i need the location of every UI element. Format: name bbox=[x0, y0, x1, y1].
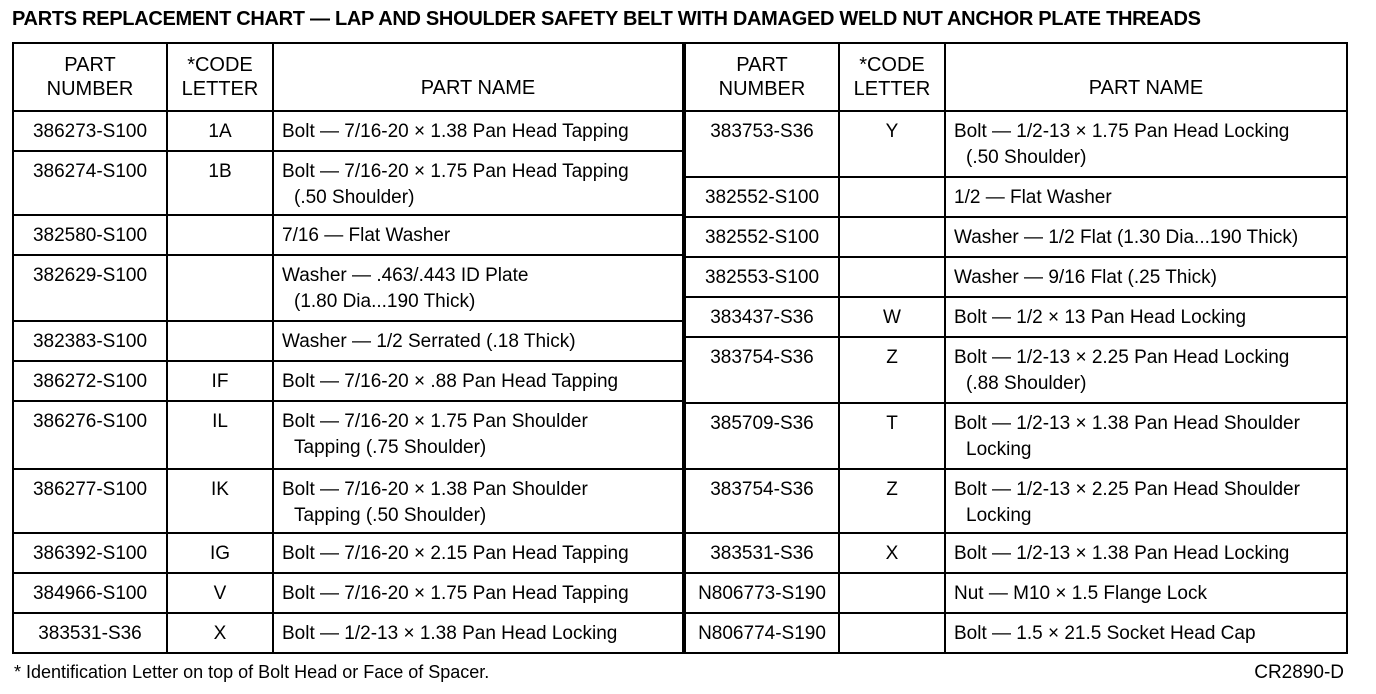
part-number-cell: 386392-S100 bbox=[13, 533, 167, 573]
header-code-letter bbox=[167, 43, 273, 111]
part-name-cell bbox=[273, 151, 683, 215]
part-name-cell bbox=[945, 573, 1347, 613]
part-name-cell bbox=[945, 297, 1347, 337]
header-part-number bbox=[13, 43, 167, 111]
table-row bbox=[685, 111, 1347, 177]
part-name-line: 1/2 — Flat Washer bbox=[954, 187, 1112, 208]
part-name-cell bbox=[945, 613, 1347, 653]
header-code-letter-line2: LETTER bbox=[181, 78, 259, 100]
part-name-line: Bolt — 7/16-20 × 1.38 Pan Shoulder bbox=[282, 479, 588, 500]
table-row bbox=[685, 613, 1347, 653]
header-code-letter-line1: *CODE bbox=[859, 54, 925, 76]
table-row bbox=[685, 337, 1347, 403]
table-row bbox=[13, 533, 683, 573]
table-row bbox=[13, 215, 683, 255]
table-row bbox=[13, 361, 683, 401]
part-name-line: Bolt — 7/16-20 × 1.75 Pan Head Tapping bbox=[282, 583, 629, 604]
part-name-cell bbox=[273, 533, 683, 573]
header-part-name bbox=[273, 43, 683, 111]
table-row bbox=[685, 217, 1347, 257]
part-number-cell: 382553-S100 bbox=[685, 257, 839, 297]
code-letter-cell: IL bbox=[167, 401, 273, 469]
part-number-cell: 386276-S100 bbox=[13, 401, 167, 469]
part-name-line: (1.80 Dia...190 Thick) bbox=[294, 291, 476, 312]
code-letter-cell bbox=[839, 257, 945, 297]
part-name-line: Bolt — 1/2-13 × 1.38 Pan Head Locking bbox=[954, 543, 1290, 564]
code-letter-cell: IK bbox=[167, 469, 273, 533]
code-letter-cell: X bbox=[167, 613, 273, 653]
part-number-cell: 382580-S100 bbox=[13, 215, 167, 255]
part-name-line: (.50 Shoulder) bbox=[966, 147, 1087, 168]
part-name-line: Washer — .463/.443 ID Plate bbox=[282, 265, 529, 286]
table-row bbox=[685, 297, 1347, 337]
code-letter-cell bbox=[839, 573, 945, 613]
table-row bbox=[13, 573, 683, 613]
code-letter-cell: X bbox=[839, 533, 945, 573]
part-name-cell bbox=[945, 403, 1347, 469]
code-letter-cell: T bbox=[839, 403, 945, 469]
part-name-line: Locking bbox=[966, 439, 1032, 460]
part-name-line: Washer — 1/2 Serrated (.18 Thick) bbox=[282, 331, 576, 352]
code-letter-cell: Z bbox=[839, 469, 945, 533]
part-name-cell bbox=[945, 111, 1347, 177]
table-row bbox=[685, 403, 1347, 469]
part-number-cell: 386274-S100 bbox=[13, 151, 167, 215]
header-part-number-line2: NUMBER bbox=[46, 78, 134, 100]
part-number-cell: N806774-S190 bbox=[685, 613, 839, 653]
part-number-cell: 382552-S100 bbox=[685, 217, 839, 257]
header-part-name bbox=[945, 43, 1347, 111]
part-name-line: Bolt — 1.5 × 21.5 Socket Head Cap bbox=[954, 623, 1256, 644]
part-name-cell bbox=[945, 217, 1347, 257]
table-row bbox=[13, 151, 683, 215]
table-row bbox=[13, 469, 683, 533]
figure-id: CR2890-D bbox=[1254, 662, 1344, 683]
part-number-cell: 382383-S100 bbox=[13, 321, 167, 361]
part-number-cell: 386273-S100 bbox=[13, 111, 167, 151]
part-name-cell bbox=[273, 255, 683, 321]
header-part-number-line1: PART bbox=[736, 54, 788, 76]
part-name-cell bbox=[273, 613, 683, 653]
part-name-line: Bolt — 7/16-20 × 1.75 Pan Head Tapping bbox=[282, 161, 629, 182]
part-name-cell bbox=[945, 469, 1347, 533]
table-row bbox=[685, 573, 1347, 613]
part-number-cell: 382552-S100 bbox=[685, 177, 839, 217]
footnote: * Identification Letter on top of Bolt Head or Face of Spacer. bbox=[14, 662, 490, 682]
chart-title: PARTS REPLACEMENT CHART — LAP AND SHOULDER SAFETY BELT WITH DAMAGED WELD NUT ANCHOR PLATE THREADS bbox=[12, 8, 1201, 30]
part-name-line: Tapping (.50 Shoulder) bbox=[294, 505, 487, 526]
part-name-line: Washer — 1/2 Flat (1.30 Dia...190 Thick) bbox=[954, 227, 1299, 248]
part-number-cell: 383753-S36 bbox=[685, 111, 839, 177]
part-name-cell bbox=[273, 321, 683, 361]
part-name-cell bbox=[273, 401, 683, 469]
part-name-line: Bolt — 1/2-13 × 1.38 Pan Head Shoulder bbox=[954, 413, 1300, 434]
code-letter-cell: Z bbox=[839, 337, 945, 403]
table-row bbox=[13, 321, 683, 361]
code-letter-cell bbox=[839, 217, 945, 257]
part-name-line: Tapping (.75 Shoulder) bbox=[294, 437, 487, 458]
part-name-line: Washer — 9/16 Flat (.25 Thick) bbox=[954, 267, 1217, 288]
part-number-cell: 382629-S100 bbox=[13, 255, 167, 321]
header-part-number-line2: NUMBER bbox=[718, 78, 806, 100]
part-number-cell: 385709-S36 bbox=[685, 403, 839, 469]
part-name-cell bbox=[273, 573, 683, 613]
part-name-line: 7/16 — Flat Washer bbox=[282, 225, 451, 246]
header-part-number-line1: PART bbox=[64, 54, 116, 76]
code-letter-cell: 1A bbox=[167, 111, 273, 151]
part-name-line: (.50 Shoulder) bbox=[294, 187, 415, 208]
code-letter-cell: IG bbox=[167, 533, 273, 573]
part-name-line: (.88 Shoulder) bbox=[966, 373, 1087, 394]
part-name-cell bbox=[945, 257, 1347, 297]
part-name-line: Nut — M10 × 1.5 Flange Lock bbox=[954, 583, 1207, 604]
table-row bbox=[685, 533, 1347, 573]
part-number-cell: 383754-S36 bbox=[685, 469, 839, 533]
part-name-line: Locking bbox=[966, 505, 1032, 526]
part-number-cell: N806773-S190 bbox=[685, 573, 839, 613]
table-row bbox=[685, 469, 1347, 533]
part-name-line: Bolt — 1/2 × 13 Pan Head Locking bbox=[954, 307, 1247, 328]
part-name-line: Bolt — 7/16-20 × 2.15 Pan Head Tapping bbox=[282, 543, 629, 564]
table-row bbox=[685, 257, 1347, 297]
part-name-line: Bolt — 1/2-13 × 2.25 Pan Head Locking bbox=[954, 347, 1290, 368]
part-name-cell bbox=[273, 469, 683, 533]
part-number-cell: 384966-S100 bbox=[13, 573, 167, 613]
part-name-cell bbox=[945, 177, 1347, 217]
part-name-line: Bolt — 1/2-13 × 2.25 Pan Head Shoulder bbox=[954, 479, 1300, 500]
part-number-cell: 386277-S100 bbox=[13, 469, 167, 533]
header-part-name-text: PART NAME bbox=[1088, 77, 1204, 99]
code-letter-cell bbox=[167, 215, 273, 255]
header-code-letter bbox=[839, 43, 945, 111]
part-number-cell: 383437-S36 bbox=[685, 297, 839, 337]
right-parts-table bbox=[684, 42, 1348, 654]
code-letter-cell: IF bbox=[167, 361, 273, 401]
part-number-cell: 386272-S100 bbox=[13, 361, 167, 401]
part-name-cell bbox=[273, 361, 683, 401]
table-row bbox=[13, 255, 683, 321]
header-part-number bbox=[685, 43, 839, 111]
left-table-body bbox=[13, 111, 683, 653]
table-row bbox=[13, 613, 683, 653]
part-name-line: Bolt — 1/2-13 × 1.75 Pan Head Locking bbox=[954, 121, 1290, 142]
table-row bbox=[13, 401, 683, 469]
code-letter-cell: Y bbox=[839, 111, 945, 177]
left-parts-table bbox=[12, 42, 684, 654]
part-number-cell: 383531-S36 bbox=[685, 533, 839, 573]
part-name-cell bbox=[273, 111, 683, 151]
code-letter-cell: W bbox=[839, 297, 945, 337]
right-table-body bbox=[685, 111, 1347, 653]
table-row bbox=[13, 111, 683, 151]
part-name-line: Bolt — 7/16-20 × 1.38 Pan Head Tapping bbox=[282, 121, 629, 142]
part-name-cell bbox=[273, 215, 683, 255]
code-letter-cell bbox=[839, 613, 945, 653]
part-name-line: Bolt — 1/2-13 × 1.38 Pan Head Locking bbox=[282, 623, 618, 644]
table-row bbox=[685, 177, 1347, 217]
part-number-cell: 383531-S36 bbox=[13, 613, 167, 653]
part-name-cell bbox=[945, 533, 1347, 573]
part-name-line: Bolt — 7/16-20 × 1.75 Pan Shoulder bbox=[282, 411, 588, 432]
part-name-cell bbox=[945, 337, 1347, 403]
code-letter-cell: V bbox=[167, 573, 273, 613]
code-letter-cell bbox=[167, 321, 273, 361]
code-letter-cell bbox=[167, 255, 273, 321]
code-letter-cell bbox=[839, 177, 945, 217]
code-letter-cell: 1B bbox=[167, 151, 273, 215]
header-code-letter-line2: LETTER bbox=[853, 78, 931, 100]
header-code-letter-line1: *CODE bbox=[187, 54, 253, 76]
part-number-cell: 383754-S36 bbox=[685, 337, 839, 403]
part-name-line: Bolt — 7/16-20 × .88 Pan Head Tapping bbox=[282, 371, 619, 392]
header-part-name-text: PART NAME bbox=[420, 77, 536, 99]
